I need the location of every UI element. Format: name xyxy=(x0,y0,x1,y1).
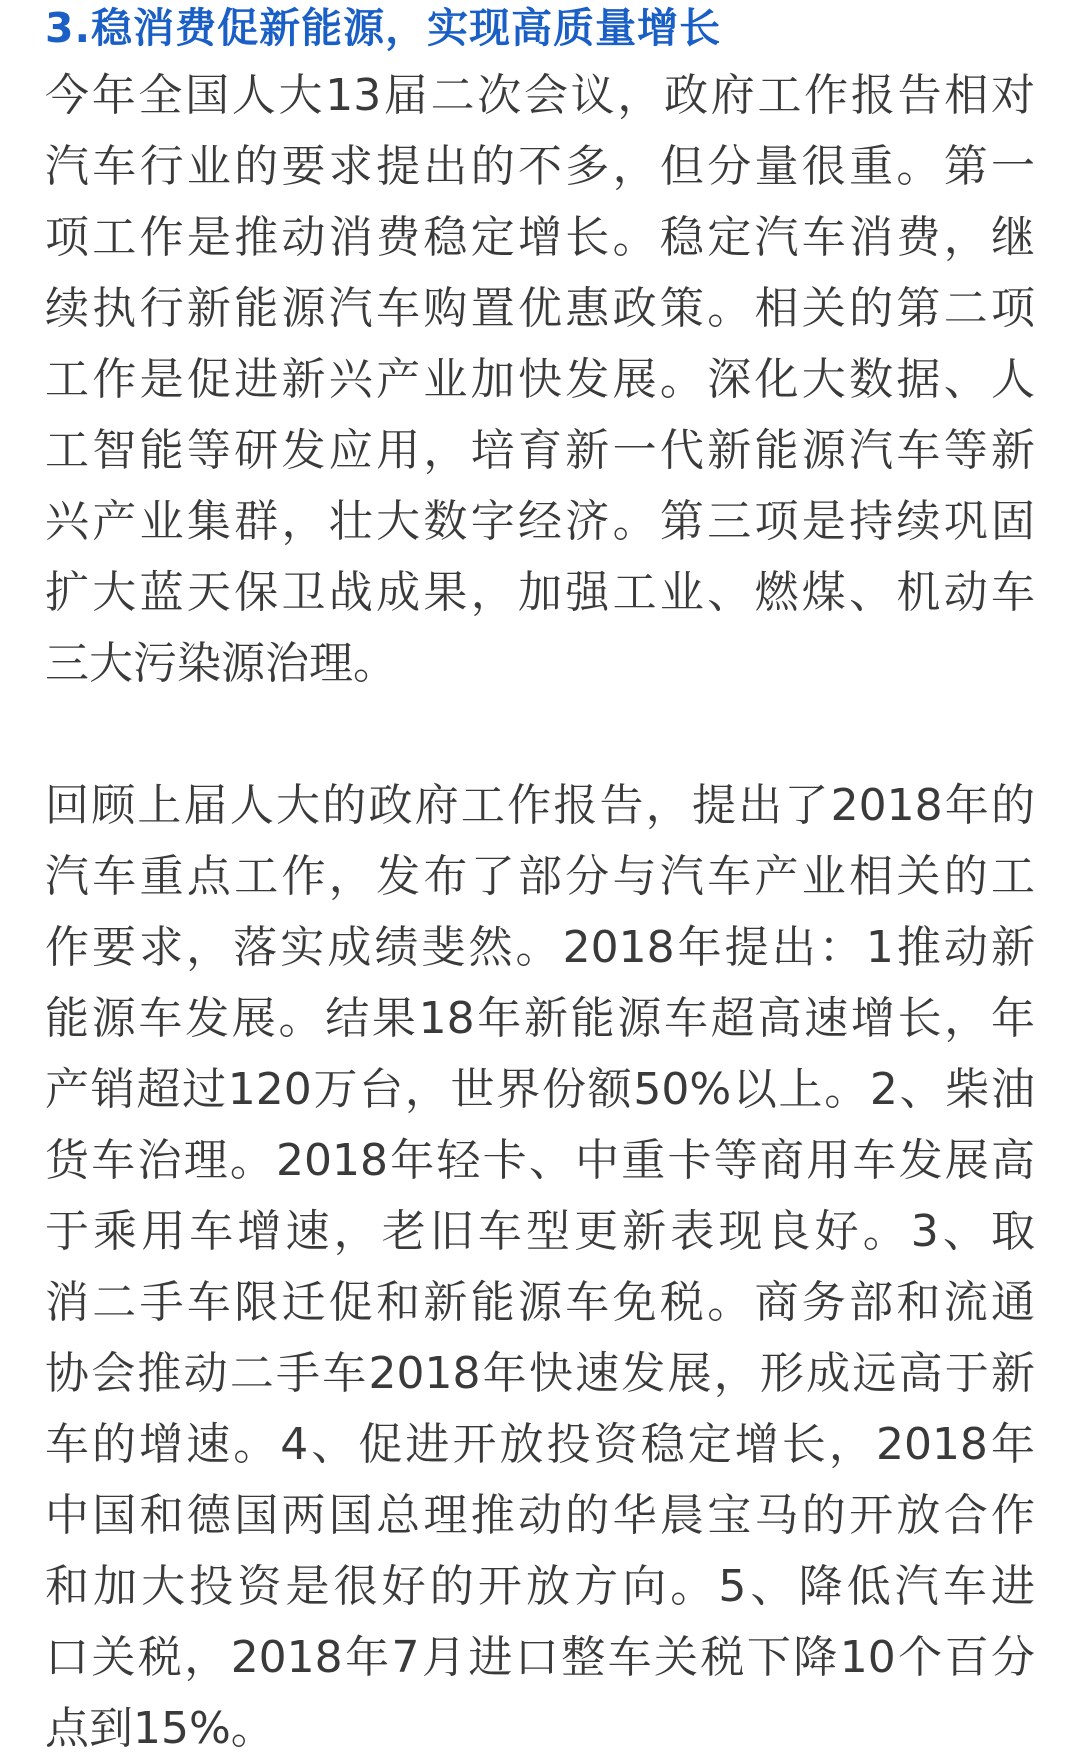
paragraph-line: 汽车重点工作，发布了部分与汽车产业相关的工 xyxy=(45,851,1035,902)
paragraph-line: 口关税，2018年7月进口整车关税下降10个百分 xyxy=(45,1632,1035,1683)
section-heading: 3.稳消费促新能源，实现高质量增长 xyxy=(45,4,722,52)
paragraph-line: 中国和德国两国总理推动的华晨宝马的开放合作 xyxy=(45,1490,1035,1541)
paragraph-line: 工智能等研发应用，培育新一代新能源汽车等新 xyxy=(45,425,1035,476)
paragraph-line: 今年全国人大13届二次会议，政府工作报告相对 xyxy=(45,70,1035,121)
paragraph-line: 产销超过120万台，世界份额50%以上。2、柴油 xyxy=(45,1064,1035,1115)
paragraph-line: 项工作是推动消费稳定增长。稳定汽车消费，继 xyxy=(45,212,1035,263)
paragraph-line: 续执行新能源汽车购置优惠政策。相关的第二项 xyxy=(45,283,1035,334)
paragraph-line: 货车治理。2018年轻卡、中重卡等商用车发展高 xyxy=(45,1135,1035,1186)
paragraph-line: 三大污染源治理。 xyxy=(45,638,397,689)
article-body xyxy=(45,0,1035,1764)
paragraph-line: 作要求，落实成绩斐然。2018年提出：1推动新 xyxy=(45,922,1035,973)
paragraph-line: 回顾上届人大的政府工作报告，提出了2018年的 xyxy=(45,780,1035,831)
paragraph-line: 汽车行业的要求提出的不多，但分量很重。第一 xyxy=(45,141,1035,192)
paragraph-line: 能源车发展。结果18年新能源车超高速增长，年 xyxy=(45,993,1035,1044)
paragraph-2 xyxy=(45,770,1035,1764)
paragraph-line: 于乘用车增速，老旧车型更新表现良好。3、取 xyxy=(45,1206,1035,1257)
paragraph-line: 协会推动二手车2018年快速发展，形成远高于新 xyxy=(45,1348,1035,1399)
paragraph-line: 兴产业集群，壮大数字经济。第三项是持续巩固 xyxy=(45,496,1035,547)
paragraph-line: 扩大蓝天保卫战成果，加强工业、燃煤、机动车 xyxy=(45,567,1035,618)
paragraph-line: 工作是促进新兴产业加快发展。深化大数据、人 xyxy=(45,354,1035,405)
paragraph-1 xyxy=(45,60,1035,699)
paragraph-line: 车的增速。4、促进开放投资稳定增长，2018年 xyxy=(45,1419,1035,1470)
paragraph-line: 和加大投资是很好的开放方向。5、降低汽车进 xyxy=(45,1561,1035,1612)
paragraph-line: 点到15%。 xyxy=(45,1703,275,1754)
paragraph-line: 消二手车限迁促和新能源车免税。商务部和流通 xyxy=(45,1277,1035,1328)
